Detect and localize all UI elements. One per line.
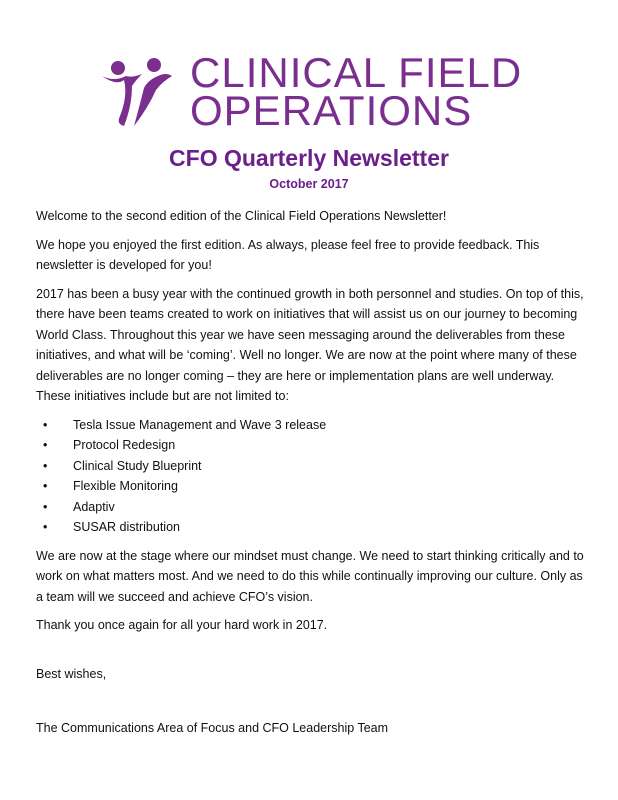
initiatives-list <box>36 415 588 538</box>
initiatives-intro-paragraph: 2017 has been a busy year with the continued growth in both personnel and studies. On top of this, there have been teams created to work on initiatives that will assist us on our journey to becoming World Class. Throughout this year we have seen messaging around the deliverables from these initiatives, and what will be ‘coming’. Well no longer. We are now at the point where many of these deliverables are no longer coming – they are here or implementation plans are well underway. These initiatives include but are not limited to: <box>36 286 584 403</box>
mindset-paragraph: We are now at the stage where our mindset must change. We need to start thinking critically and to work on what matters most. And we need to do this while continually improving our culture. Only as a team will we succeed and achieve CFO’s vision. <box>36 548 584 604</box>
list-item: • Flexible Monitoring <box>43 479 178 493</box>
list-item: • Protocol Redesign <box>43 438 176 452</box>
closing-line: Best wishes, <box>36 666 107 681</box>
list-item: • Tesla Issue Management and Wave 3 release <box>43 417 327 432</box>
cfo-logo <box>98 49 538 134</box>
logo-text-line1: CLINICAL FIELD <box>190 49 523 96</box>
list-item: • Clinical Study Blueprint <box>43 458 202 473</box>
logo-text-line2: OPERATIONS <box>190 87 473 134</box>
thanks-paragraph: Thank you once again for all your hard work in 2017. <box>36 618 328 632</box>
people-icon <box>98 56 178 130</box>
list-item: • Adaptiv <box>43 499 115 514</box>
newsletter-body <box>36 206 588 747</box>
newsletter-title: CFO Quarterly Newsletter <box>169 145 449 171</box>
newsletter-date: October 2017 <box>269 177 349 191</box>
welcome-paragraph: Welcome to the second edition of the Clinical Field Operations Newsletter! <box>36 209 447 223</box>
signature-line: The Communications Area of Focus and CFO Leadership Team <box>36 721 389 735</box>
list-item: • SUSAR distribution <box>43 520 180 534</box>
feedback-paragraph: We hope you enjoyed the first edition. As always, please feel free to provide feedback. This newsletter is developed for you! <box>36 237 540 272</box>
